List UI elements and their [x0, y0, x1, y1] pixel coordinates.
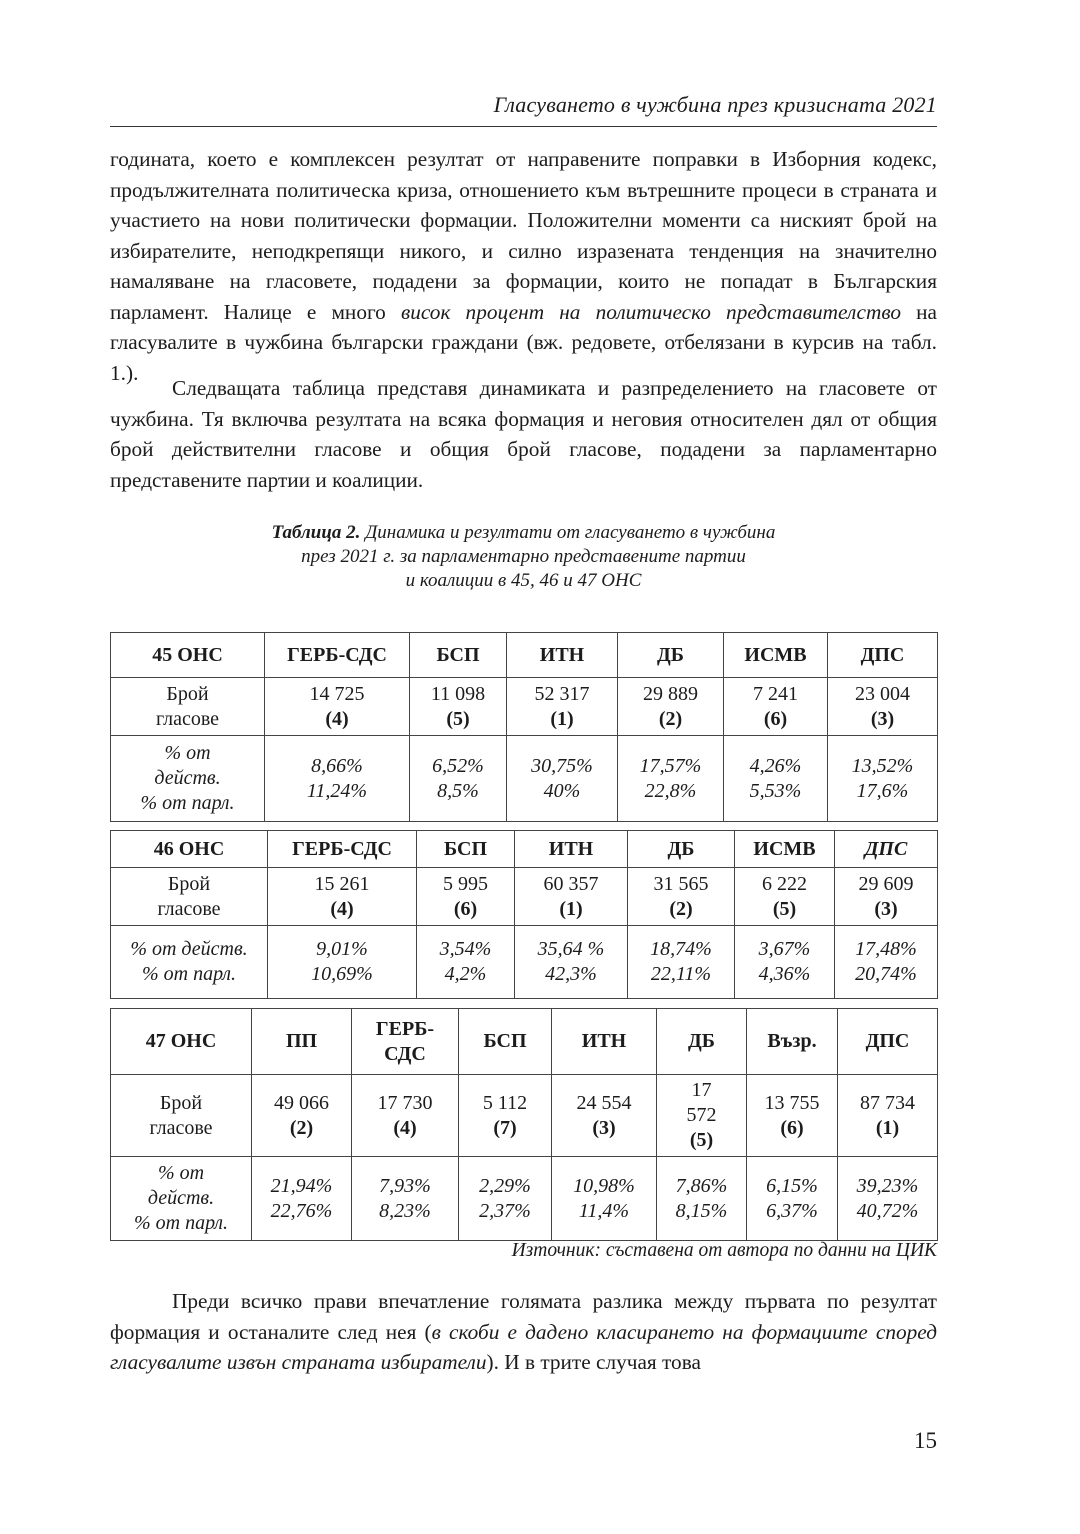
table-45-votes-row — [111, 678, 938, 736]
percent-cell: 30,75% 40% — [507, 736, 618, 822]
table-47-header-row — [111, 1009, 938, 1075]
table-45-header-row — [111, 633, 938, 678]
header-cell: ИТН — [552, 1009, 657, 1075]
header-cell: ДПС — [828, 633, 938, 678]
paragraph-3-text-b: ). И в трите случая това — [486, 1350, 701, 1374]
header-cell: БСП — [417, 831, 515, 868]
page-number: 15 — [914, 1428, 937, 1453]
table-47-percent-row — [111, 1157, 938, 1241]
header-cell: ИСМВ — [735, 831, 835, 868]
percent-cell: 35,64 % 42,3% — [515, 926, 628, 999]
header-cell: ДБ — [628, 831, 735, 868]
header-cell: ГЕРБ- СДС — [352, 1009, 459, 1075]
votes-cell: 15 261 (4) — [268, 868, 417, 926]
header-rule — [110, 126, 937, 127]
paragraph-2: Следващата таблица представя динамиката и разпределението на гласовете от чужбина. Тя включва резултата на всяка формация и неговия относителен дял от общия брой действителни гласове и общия брой гласове, подадени за парламентарно представените партии и коалиции. — [110, 376, 937, 492]
table-47-title: 47 ОНС — [111, 1009, 252, 1075]
paragraph-3 — [110, 1286, 937, 1378]
paragraph-1-text-b: на гласувалите в чужбина български граждани (вж. редовете, отбелязани в курсив на табл. 1.). — [110, 299, 937, 385]
header-cell: ГЕРБ-СДС — [268, 831, 417, 868]
caption-label: Таблица 2. — [271, 522, 361, 543]
header-cell: ИСМВ — [724, 633, 828, 678]
votes-cell: 7 241 (6) — [724, 678, 828, 736]
header-cell: ДБ — [657, 1009, 747, 1075]
table-46-ons — [110, 830, 938, 999]
table-45-ons — [110, 632, 938, 822]
paragraph-1-italic: висок процент на политическо представителство — [400, 299, 901, 324]
votes-cell: 5 112 (7) — [459, 1075, 552, 1157]
percent-cell: 4,26% 5,53% — [724, 736, 828, 822]
votes-cell: 13 755 (6) — [747, 1075, 838, 1157]
table-46-title: 46 ОНС — [111, 831, 268, 868]
table-45-percent-row — [111, 736, 938, 822]
paragraph-3-text-a: Преди всичко прави впечатление голямата разлика между първата по резултат формация и останалите след нея ( — [110, 1289, 937, 1344]
percent-cell: 18,74% 22,11% — [628, 926, 735, 999]
percent-cell: 3,54% 4,2% — [417, 926, 515, 999]
header-cell: ГЕРБ-СДС — [265, 633, 410, 678]
votes-label: Брой гласове — [111, 868, 268, 926]
percent-cell: 39,23% 40,72% — [838, 1157, 938, 1241]
votes-label: Брой гласове — [111, 1075, 252, 1157]
percent-cell: 2,29% 2,37% — [459, 1157, 552, 1241]
table-46-votes-row — [111, 868, 938, 926]
percent-cell: 6,52% 8,5% — [410, 736, 507, 822]
header-cell: ДПС — [835, 831, 938, 868]
table-47-votes-row — [111, 1075, 938, 1157]
header-cell: ИТН — [515, 831, 628, 868]
votes-cell: 23 004 (3) — [828, 678, 938, 736]
percent-cell: 21,94% 22,76% — [252, 1157, 352, 1241]
table-45-title: 45 ОНС — [111, 633, 265, 678]
votes-cell: 60 357 (1) — [515, 868, 628, 926]
votes-cell: 49 066 (2) — [252, 1075, 352, 1157]
votes-cell: 29 609 (3) — [835, 868, 938, 926]
votes-cell: 6 222 (5) — [735, 868, 835, 926]
table-46-header-row — [111, 831, 938, 868]
paragraph-1 — [110, 144, 937, 388]
header-cell: ДПС — [838, 1009, 938, 1075]
header-cell: ПП — [252, 1009, 352, 1075]
votes-cell: 29 889 (2) — [618, 678, 724, 736]
percent-label: % от действ. % от парл. — [111, 736, 265, 822]
percent-cell: 7,93% 8,23% — [352, 1157, 459, 1241]
votes-cell: 31 565 (2) — [628, 868, 735, 926]
header-cell: Възр. — [747, 1009, 838, 1075]
table-47-ons — [110, 1008, 938, 1241]
percent-cell: 3,67% 4,36% — [735, 926, 835, 999]
votes-cell: 24 554 (3) — [552, 1075, 657, 1157]
percent-cell: 7,86% 8,15% — [657, 1157, 747, 1241]
percent-label: % от действ. % от парл. — [111, 1157, 252, 1241]
votes-cell: 17 572 (5) — [657, 1075, 747, 1157]
paragraph-3-italic: в скоби е дадено класирането на формациите според гласувалите извън страната избиратели — [110, 1319, 937, 1374]
percent-cell: 17,57% 22,8% — [618, 736, 724, 822]
votes-label: Брой гласове — [111, 678, 265, 736]
table-caption — [110, 521, 937, 593]
caption-line-2: през 2021 г. за парламентарно представените партии — [301, 546, 746, 567]
percent-cell: 10,98% 11,4% — [552, 1157, 657, 1241]
votes-cell: 17 730 (4) — [352, 1075, 459, 1157]
percent-cell: 13,52% 17,6% — [828, 736, 938, 822]
percent-label: % от действ. % от парл. — [111, 926, 268, 999]
caption-line-1: Динамика и резултати от гласуването в чужбина — [360, 522, 776, 543]
votes-cell: 14 725 (4) — [265, 678, 410, 736]
header-cell: ДБ — [618, 633, 724, 678]
header-cell: БСП — [459, 1009, 552, 1075]
running-head: Гласуването в чужбина през кризисната 2021 — [493, 92, 937, 117]
paragraph-1-text-a: годината, което е комплексен резултат от направените поправки в Изборния кодекс, продължителната политическа криза, отношението към вътрешните процеси в страната и участието на нови политически формации. Положителни моменти са ниският брой на избирателите, неподкрепящи никого, и силно изразената тенденция на значително намаляване на гласовете, подадени за формации, които не попадат в Българския парламент. Налице е много — [110, 147, 937, 324]
percent-cell: 17,48% 20,74% — [835, 926, 938, 999]
table-source: Източник: съставена от автора по данни на ЦИК — [511, 1240, 937, 1261]
table-46-percent-row — [111, 926, 938, 999]
votes-cell: 5 995 (6) — [417, 868, 515, 926]
votes-cell: 87 734 (1) — [838, 1075, 938, 1157]
header-cell: ИТН — [507, 633, 618, 678]
header-cell: БСП — [410, 633, 507, 678]
percent-cell: 9,01% 10,69% — [268, 926, 417, 999]
votes-cell: 52 317 (1) — [507, 678, 618, 736]
caption-line-3: и коалиции в 45, 46 и 47 ОНС — [405, 570, 642, 591]
percent-cell: 6,15% 6,37% — [747, 1157, 838, 1241]
percent-cell: 8,66% 11,24% — [265, 736, 410, 822]
votes-cell: 11 098 (5) — [410, 678, 507, 736]
